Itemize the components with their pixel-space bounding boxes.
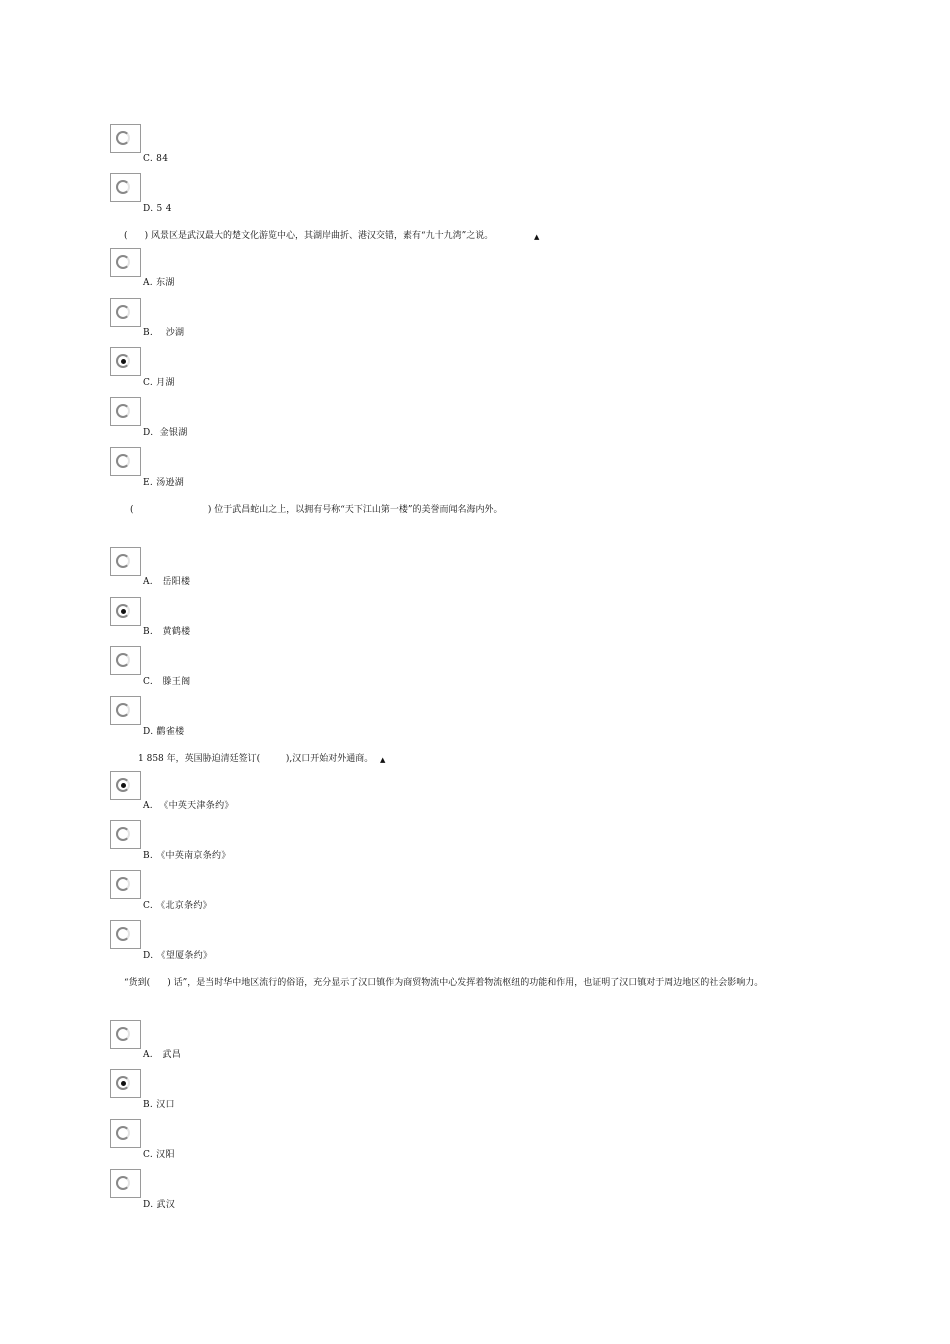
question-text: “货到( ) 话”，是当时华中地区流行的俗语，充分显示了汉口镇作为商贸物流中心发挥着物流枢纽的功能和作用，也证明了汉口镇对于周边地区的社会影响力。 (124, 978, 764, 988)
radio-option[interactable] (110, 124, 141, 153)
option-label: A. 《中英天津条约》 (143, 801, 234, 811)
option-label: C. 汉阳 (143, 1150, 175, 1160)
option-label: C. 滕王阁 (143, 677, 191, 687)
radio-option[interactable] (110, 820, 141, 849)
radio-selected-icon (116, 1076, 130, 1090)
option-label: D. 5 4 (143, 204, 172, 214)
radio-circle-icon (116, 305, 130, 319)
radio-circle-icon (116, 1176, 130, 1190)
radio-circle-icon (116, 180, 130, 194)
radio-circle-icon (116, 255, 130, 269)
radio-circle-icon (116, 927, 130, 941)
question-text: ( ) 位于武昌蛇山之上，以拥有号称“天下江山第一楼”的美誉而闻名海内外。 (130, 505, 503, 515)
question-text: ( ) 风景区是武汉最大的楚文化游览中心，其湖岸曲折、港汉交错，素有“九十九湾”之说。 (124, 231, 494, 241)
radio-circle-icon (116, 877, 130, 891)
option-label: B. 沙湖 (143, 328, 185, 338)
radio-option[interactable] (110, 646, 141, 675)
radio-option[interactable] (110, 173, 141, 202)
radio-option[interactable] (110, 298, 141, 327)
option-label: D. 武汉 (143, 1200, 176, 1210)
radio-option[interactable] (110, 1020, 141, 1049)
triangle-marker-icon: ▲ (380, 756, 386, 764)
radio-circle-icon (116, 131, 130, 145)
option-label: C. 《北京条约》 (143, 901, 212, 911)
radio-option-selected[interactable] (110, 771, 141, 800)
radio-option-selected[interactable] (110, 347, 141, 376)
option-label: B. 黄鹤楼 (143, 627, 191, 637)
option-label: A. 武昌 (143, 1050, 182, 1060)
option-label: B. 《中英南京条约》 (143, 851, 231, 861)
radio-option-selected[interactable] (110, 1069, 141, 1098)
option-label: B. 汉口 (143, 1100, 175, 1110)
radio-circle-icon (116, 827, 130, 841)
option-label: C. 月湖 (143, 378, 175, 388)
radio-option[interactable] (110, 397, 141, 426)
option-label: D. 鹳雀楼 (143, 727, 185, 737)
radio-option[interactable] (110, 696, 141, 725)
option-label: D. 金银湖 (143, 428, 188, 438)
option-label: E. 汤逊湖 (143, 478, 185, 488)
radio-circle-icon (116, 1027, 130, 1041)
radio-circle-icon (116, 703, 130, 717)
radio-option-selected[interactable] (110, 597, 141, 626)
option-label: A. 东湖 (143, 278, 175, 288)
radio-circle-icon (116, 554, 130, 568)
triangle-marker-icon: ▲ (534, 233, 540, 241)
option-label: D. 《望厦条约》 (143, 951, 213, 961)
radio-option[interactable] (110, 920, 141, 949)
radio-selected-icon (116, 778, 130, 792)
radio-option[interactable] (110, 547, 141, 576)
radio-option[interactable] (110, 870, 141, 899)
radio-option[interactable] (110, 1119, 141, 1148)
question-text: 1 858 年，英国胁迫清廷签订( ),汉口开始对外通商。 (138, 754, 374, 764)
radio-selected-icon (116, 604, 130, 618)
radio-option[interactable] (110, 447, 141, 476)
radio-option[interactable] (110, 248, 141, 277)
radio-selected-icon (116, 354, 130, 368)
option-label: A. 岳阳楼 (143, 577, 191, 587)
option-label: C. 84 (143, 154, 169, 164)
radio-option[interactable] (110, 1169, 141, 1198)
radio-circle-icon (116, 653, 130, 667)
radio-circle-icon (116, 404, 130, 418)
radio-circle-icon (116, 454, 130, 468)
radio-circle-icon (116, 1126, 130, 1140)
